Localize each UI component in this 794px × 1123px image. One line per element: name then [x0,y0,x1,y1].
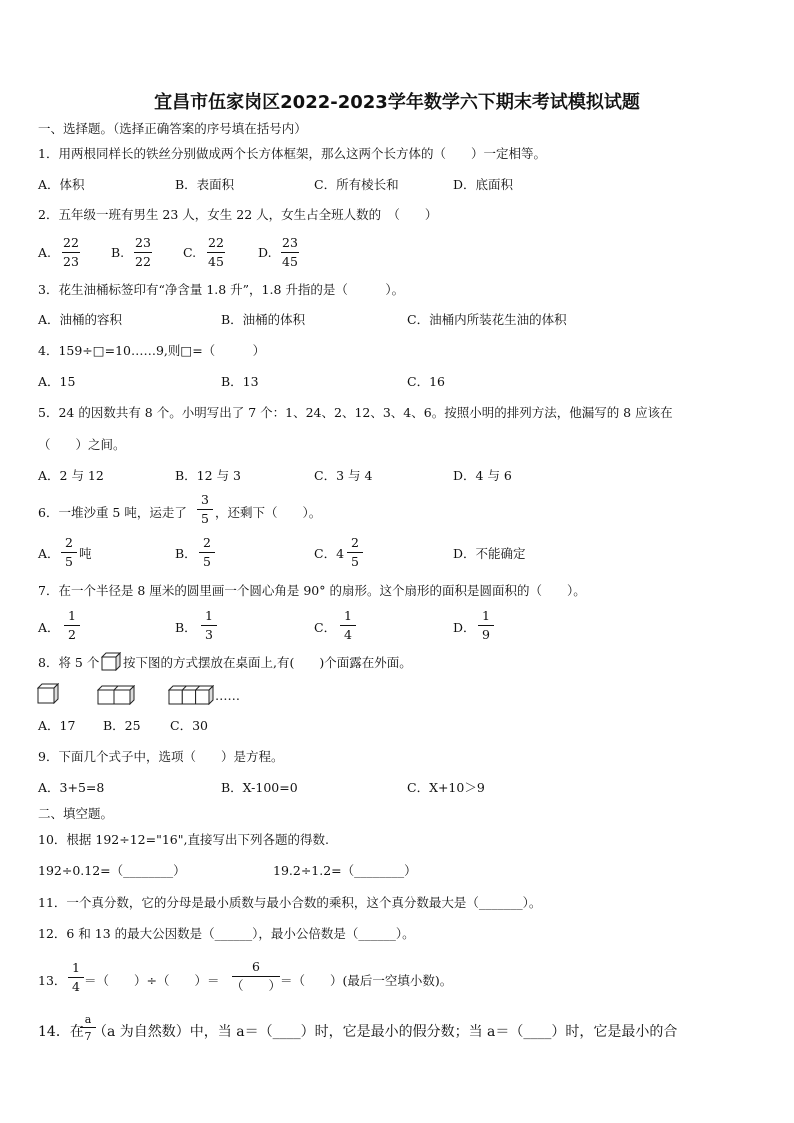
section-heading-fill: 二、填空题。 [38,806,114,821]
denominator: 45 [208,253,224,269]
question-10-stem: 10．根据 192÷12="16",直接写出下列各题的得数. [38,832,329,847]
q4-option-a: A．15 [38,374,76,389]
q8-option-a: A．17 [38,718,76,733]
denominator: 4 [344,626,352,642]
q4-option-c: C．16 [407,374,445,389]
denominator: 5 [203,553,211,569]
numerator: 2 [199,537,215,553]
q9-option-b: B．X-100=0 [221,780,298,795]
q6-option-b-fraction [199,537,215,568]
q13-decimal-blank: ＝（ ）(最后一空填小数)。 [280,973,453,988]
denominator: 45 [282,253,298,269]
numerator: 22 [207,237,225,253]
q1-option-a: A．体积 [38,177,85,192]
question-14-stem-start: 14．在 [38,1024,84,1040]
q2-option-b-label: B. [111,245,125,260]
q6-option-a-fraction [61,537,77,568]
question-3-stem: 3．花生油桶标签印有“净含量 1.8 升”，1.8 升指的是（ ）。 [38,282,405,297]
q2-option-a-label: A. [38,245,52,260]
two-cubes-figure [97,685,135,705]
section-heading-choice: 一、选择题。（选择正确答案的序号填在括号内） [38,121,307,136]
denominator: 5 [65,553,73,569]
q10-part-1: 192÷0.12=（________） [38,863,186,878]
q6-option-d: D．不能确定 [453,546,526,561]
q5-option-b: B．12 与 3 [175,468,241,483]
numerator: 22 [62,237,80,253]
figure-ellipsis: …… [215,688,240,703]
q7-option-a-label: A． [38,620,60,635]
q10-part-2: 19.2÷1.2=（________） [273,863,417,878]
numerator: 2 [347,537,363,553]
q7-option-b-fraction [201,610,217,641]
question-5-stem-line-1: 5．24 的因数共有 8 个。小明写出了 7 个：1、24、2、12、3、4、6。按照小明的排列方法，他漏写的 8 应该在 [38,405,673,420]
question-5-stem-line-2: （ ）之间。 [38,437,126,452]
q6-option-a-label: A． [38,546,60,561]
question-8-stem-end: 按下图的方式摆放在桌面上,有( )个面露在外面。 [123,655,412,670]
q1-option-c: C．所有棱长和 [314,177,399,192]
denominator: 9 [482,626,490,642]
denominator: 2 [68,626,76,642]
q13-fraction-six-over-blank [231,961,281,992]
denominator: 4 [72,978,80,994]
q13-division-blanks: ＝（ ）÷（ ）＝ [84,973,220,988]
q7-option-a-fraction [64,610,80,641]
denominator: （ ） [231,977,282,993]
q8-option-c: C．30 [170,718,208,733]
q2-option-b-fraction [134,237,152,268]
q7-option-c-label: C． [314,620,337,635]
q7-option-d-fraction [478,610,494,641]
question-6-stem-start: 6．一堆沙重 5 吨，运走了 [38,505,187,520]
q7-option-d-label: D． [453,620,476,635]
question-13-number: 13． [38,973,67,988]
q3-option-b: B．油桶的体积 [221,312,306,327]
cube-icon [101,652,121,671]
q2-option-d-fraction [281,237,299,268]
q6-option-a-unit: 吨 [79,546,92,561]
q7-option-c-fraction [340,610,356,641]
q3-option-c: C．油桶内所装花生油的体积 [407,312,567,327]
question-8-stem-start: 8．将 5 个 [38,655,100,670]
question-2-stem: 2．五年级一班有男生 23 人，女生 22 人，女生占全班人数的 （ ） [38,207,438,222]
question-4-stem: 4．159÷□=10……9,则□=（ ） [38,343,266,358]
question-1-stem: 1．用两根同样长的铁丝分别做成两个长方体框架，那么这两个长方体的（ ）一定相等。 [38,146,546,161]
q6-option-c-fraction [347,537,363,568]
q7-option-b-label: B． [175,620,197,635]
numerator: 1 [64,610,80,626]
q8-option-b: B．25 [103,718,141,733]
question-11-stem: 11．一个真分数，它的分母是最小质数与最小合数的乘积，这个真分数最大是（_______）。 [38,895,542,910]
q5-option-a: A．2 与 12 [38,468,104,483]
q1-option-b: B．表面积 [175,177,235,192]
question-6-stem-end: ，还剩下（ ）。 [215,505,322,520]
numerator: 1 [340,610,356,626]
numerator: 3 [197,494,213,510]
question-12-stem: 12．6 和 13 的最大公因数是（______），最小公倍数是（______）。 [38,926,415,941]
question-9-stem: 9．下面几个式子中，选项（ ）是方程。 [38,749,284,764]
q6-stem-fraction [197,494,213,525]
q1-option-d: D．底面积 [453,177,514,192]
page-title: 宜昌市伍家岗区2022-2023学年数学六下期末考试模拟试题 [154,92,640,113]
q5-option-d: D．4 与 6 [453,468,512,483]
denominator: 3 [205,626,213,642]
one-cube-figure [37,683,59,704]
q4-option-b: B．13 [221,374,259,389]
q9-option-c: C．X+10＞9 [407,780,485,795]
numerator: 23 [281,237,299,253]
q2-option-d-label: D. [258,245,272,260]
three-cubes-figure [168,685,214,705]
q6-option-c-label: C．4 [314,546,345,561]
q5-option-c: C．3 与 4 [314,468,373,483]
numerator: a [80,1014,96,1028]
q2-option-c-label: C. [183,245,197,260]
numerator: 23 [134,237,152,253]
question-14-stem-end: （a 为自然数）中，当 a＝（____）时，它是最小的假分数；当 a＝（____）时，它是最小的合 [93,1024,678,1040]
q13-fraction-one-quarter [68,962,84,993]
numerator: 1 [478,610,494,626]
denominator: 22 [135,253,151,269]
q9-option-a: A．3+5=8 [38,780,105,795]
q3-option-a: A．油桶的容积 [38,312,123,327]
numerator: 1 [68,962,84,978]
q2-option-a-fraction [62,237,80,268]
q2-option-c-fraction [207,237,225,268]
numerator: 6 [232,961,280,977]
denominator: 5 [351,553,359,569]
denominator: 5 [201,510,209,526]
denominator: 7 [84,1030,92,1043]
numerator: 2 [61,537,77,553]
q6-option-b-label: B． [175,546,197,561]
numerator: 1 [201,610,217,626]
question-7-stem: 7．在一个半径是 8 厘米的圆里画一个圆心角是 90° 的扇形。这个扇形的面积是圆面积的（ ）。 [38,583,586,598]
denominator: 23 [63,253,79,269]
